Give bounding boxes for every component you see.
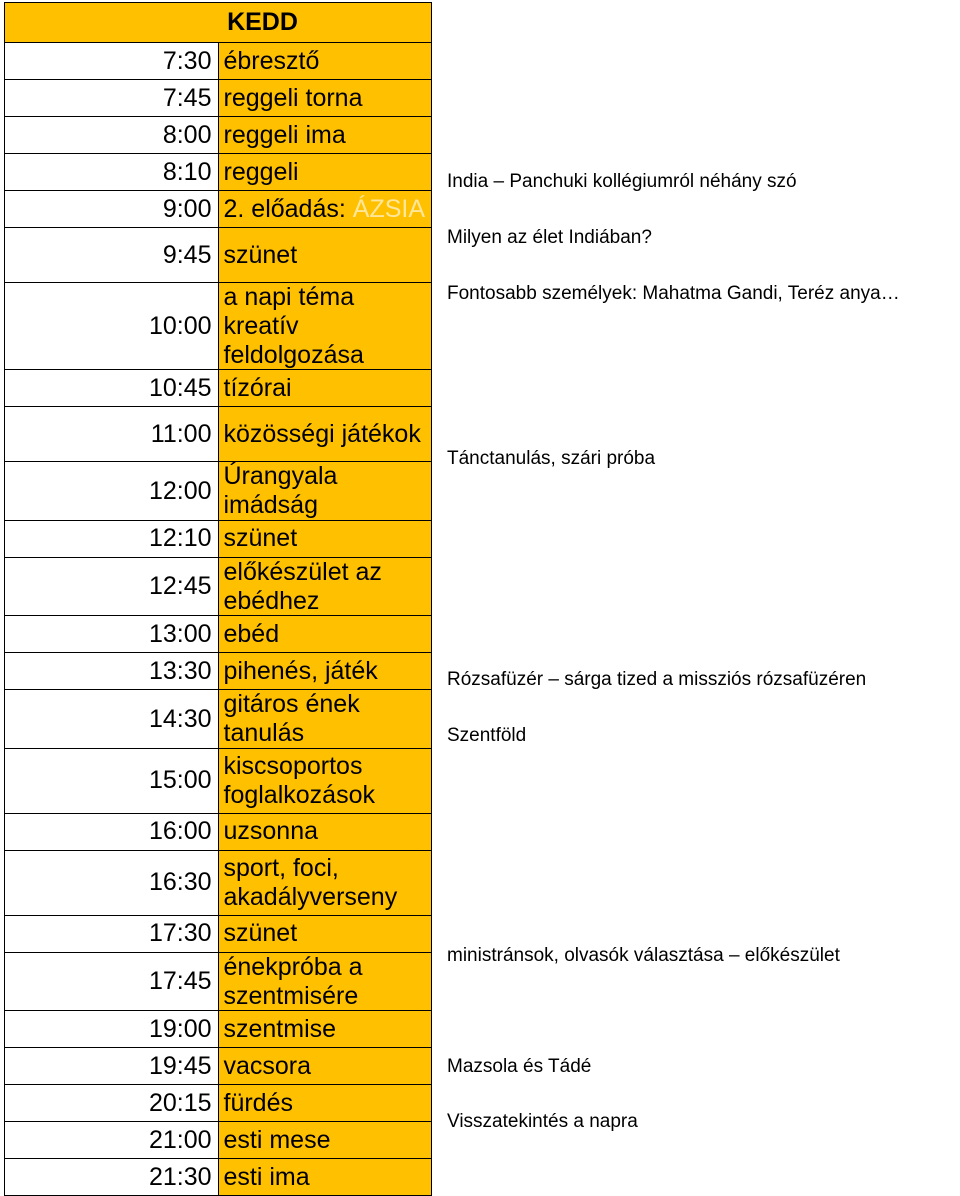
row-activity: ébresztő — [218, 43, 432, 80]
schedule-row — [5, 191, 432, 228]
schedule-row — [5, 228, 432, 283]
schedule-row — [5, 1048, 432, 1085]
schedule-row — [5, 283, 432, 370]
row-time: 7:45 — [5, 80, 219, 117]
row-activity: reggeli torna — [218, 80, 432, 117]
row-activity: esti mese — [218, 1122, 432, 1159]
row-activity: kiscsoportos foglalkozások — [218, 748, 432, 813]
row-time: 21:00 — [5, 1122, 219, 1159]
schedule-row — [5, 813, 432, 850]
row-activity: fürdés — [218, 1085, 432, 1122]
row-time: 13:00 — [5, 616, 219, 653]
row-activity: esti ima — [218, 1159, 432, 1196]
schedule-row — [5, 1011, 432, 1048]
row-activity: pihenés, játék — [218, 653, 432, 690]
activity-text: 2. előadás: — [223, 194, 353, 223]
row-time: 11:00 — [5, 407, 219, 462]
row-activity: vacsora — [218, 1048, 432, 1085]
schedule-row — [5, 952, 432, 1011]
row-time: 9:45 — [5, 228, 219, 283]
schedule-rows — [5, 43, 432, 1196]
schedule-row — [5, 462, 432, 521]
note-review: Visszatekintés a napra — [447, 1111, 638, 1132]
note-india: India – Panchuki kollégiumról néhány szó — [447, 171, 797, 192]
row-activity: szünet — [218, 520, 432, 557]
note-story: Mazsola és Tádé — [447, 1056, 592, 1077]
schedule-row — [5, 616, 432, 653]
schedule-table — [4, 2, 432, 1196]
schedule-row — [5, 850, 432, 915]
row-activity: tízórai — [218, 370, 432, 407]
schedule-row — [5, 1159, 432, 1196]
note-rosary: Rózsafüzér – sárga tized a missziós rózsafüzéren — [447, 669, 867, 690]
row-activity: sport, foci, akadályverseny — [218, 850, 432, 915]
row-activity: ebéd — [218, 616, 432, 653]
row-activity: gitáros ének tanulás — [218, 690, 432, 749]
schedule-row — [5, 370, 432, 407]
row-time: 10:00 — [5, 283, 219, 370]
row-time: 12:10 — [5, 520, 219, 557]
schedule-row — [5, 653, 432, 690]
row-activity: szünet — [218, 915, 432, 952]
schedule-row — [5, 80, 432, 117]
row-time: 19:45 — [5, 1048, 219, 1085]
row-time: 8:00 — [5, 117, 219, 154]
row-time: 17:30 — [5, 915, 219, 952]
row-activity: közösségi játékok — [218, 407, 432, 462]
row-time: 16:00 — [5, 813, 219, 850]
schedule-row — [5, 557, 432, 616]
schedule-row — [5, 407, 432, 462]
row-time: 12:45 — [5, 557, 219, 616]
row-activity: reggeli — [218, 154, 432, 191]
row-activity: Úrangyala imádság — [218, 462, 432, 521]
schedule-row — [5, 748, 432, 813]
row-activity: énekpróba a szentmisére — [218, 952, 432, 1011]
schedule-row — [5, 117, 432, 154]
row-activity — [218, 191, 432, 228]
schedule-row — [5, 915, 432, 952]
row-time: 16:30 — [5, 850, 219, 915]
schedule-row — [5, 1122, 432, 1159]
row-activity: szentmise — [218, 1011, 432, 1048]
row-time: 7:30 — [5, 43, 219, 80]
row-activity: uzsonna — [218, 813, 432, 850]
note-life: Milyen az élet Indiában? — [447, 227, 652, 248]
row-time: 15:00 — [5, 748, 219, 813]
note-ministrants: ministránsok, olvasók választása – előkészület — [447, 945, 840, 966]
row-time: 10:45 — [5, 370, 219, 407]
row-time: 19:00 — [5, 1011, 219, 1048]
schedule-row — [5, 154, 432, 191]
row-activity: reggeli ima — [218, 117, 432, 154]
schedule-row — [5, 520, 432, 557]
schedule-row — [5, 690, 432, 749]
row-time: 20:15 — [5, 1085, 219, 1122]
schedule-row — [5, 1085, 432, 1122]
row-activity: szünet — [218, 228, 432, 283]
row-time: 17:45 — [5, 952, 219, 1011]
schedule-row — [5, 43, 432, 80]
note-persons: Fontosabb személyek: Mahatma Gandi, Teréz anya… — [447, 283, 900, 304]
row-time: 9:00 — [5, 191, 219, 228]
row-time: 13:30 — [5, 653, 219, 690]
row-activity: előkészület az ebédhez — [218, 557, 432, 616]
row-time: 14:30 — [5, 690, 219, 749]
row-time: 21:30 — [5, 1159, 219, 1196]
note-dance: Tánctanulás, szári próba — [447, 448, 656, 469]
note-holyland: Szentföld — [447, 725, 527, 746]
row-time: 12:00 — [5, 462, 219, 521]
activity-highlight: ÁZSIA — [352, 194, 426, 223]
row-time: 8:10 — [5, 154, 219, 191]
day-title: KEDD — [5, 3, 432, 43]
row-activity: a napi téma kreatív feldolgozása — [218, 283, 432, 370]
